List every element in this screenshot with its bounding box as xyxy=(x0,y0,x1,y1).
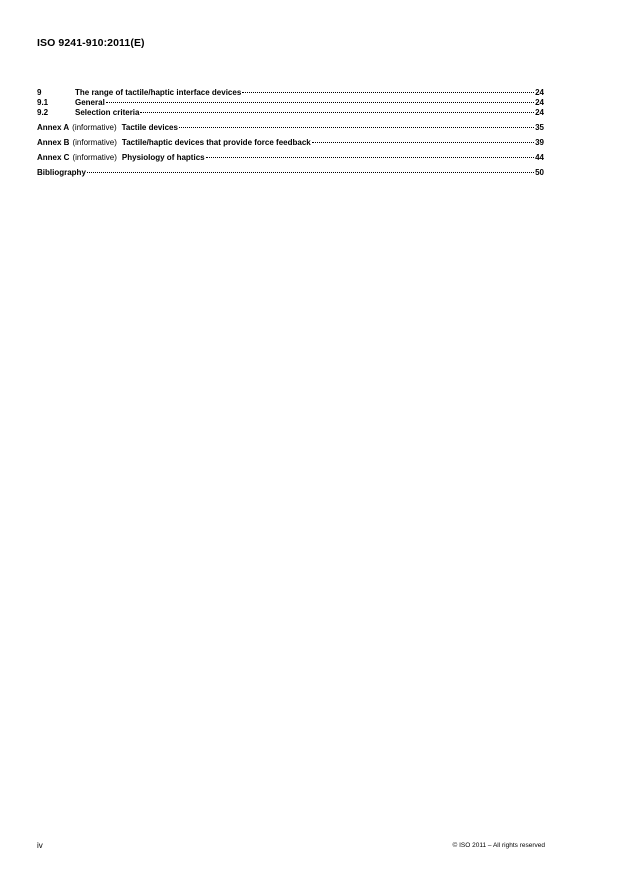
dot-leader xyxy=(106,97,534,103)
dot-leader xyxy=(206,152,535,158)
toc-entry-title: Physiology of haptics xyxy=(121,153,205,162)
copyright-notice: © ISO 2011 – All rights reserved xyxy=(452,842,545,849)
dot-leader xyxy=(312,137,534,143)
toc-entry-page: 24 xyxy=(535,88,544,97)
toc-entry-title: Tactile/haptic devices that provide force feedback xyxy=(121,138,311,147)
toc-entry-bibliography[interactable] xyxy=(37,168,544,178)
dot-leader xyxy=(242,87,534,93)
toc-entry-page: 44 xyxy=(535,153,544,162)
toc-entry-annex-b[interactable] xyxy=(37,138,544,148)
toc-entry-title: The range of tactile/haptic interface devices xyxy=(75,88,242,97)
toc-entry-title: General xyxy=(75,98,105,107)
toc-entry-annex-a[interactable] xyxy=(37,123,544,133)
toc-entry-title: Selection criteria xyxy=(75,108,140,117)
dot-leader xyxy=(179,122,534,128)
page-number: iv xyxy=(37,841,43,850)
table-of-contents xyxy=(37,88,544,178)
toc-entry-page: 24 xyxy=(535,108,544,117)
document-header: ISO 9241-910:2011(E) xyxy=(37,37,145,49)
annex-type: (informative) xyxy=(72,123,117,132)
annex-type: (informative) xyxy=(72,138,117,147)
toc-entry-annex-c[interactable] xyxy=(37,153,544,163)
toc-entry-page: 50 xyxy=(535,168,544,177)
toc-entry-page: 24 xyxy=(535,98,544,107)
toc-entry-number: 9.2 xyxy=(37,108,49,117)
annex-label: Annex C xyxy=(37,153,70,162)
toc-entry-9-2[interactable] xyxy=(37,108,544,118)
toc-entry-page: 39 xyxy=(535,138,544,147)
toc-entry-page: 35 xyxy=(535,123,544,132)
toc-entry-title: Bibliography xyxy=(37,168,86,177)
toc-entry-number: 9.1 xyxy=(37,98,49,107)
toc-entry-title: Tactile devices xyxy=(121,123,178,132)
toc-entry-number: 9 xyxy=(37,88,42,97)
dot-leader xyxy=(140,107,534,113)
annex-label: Annex B xyxy=(37,138,70,147)
annex-label: Annex A xyxy=(37,123,70,132)
dot-leader xyxy=(87,167,534,173)
annex-type: (informative) xyxy=(72,153,117,162)
